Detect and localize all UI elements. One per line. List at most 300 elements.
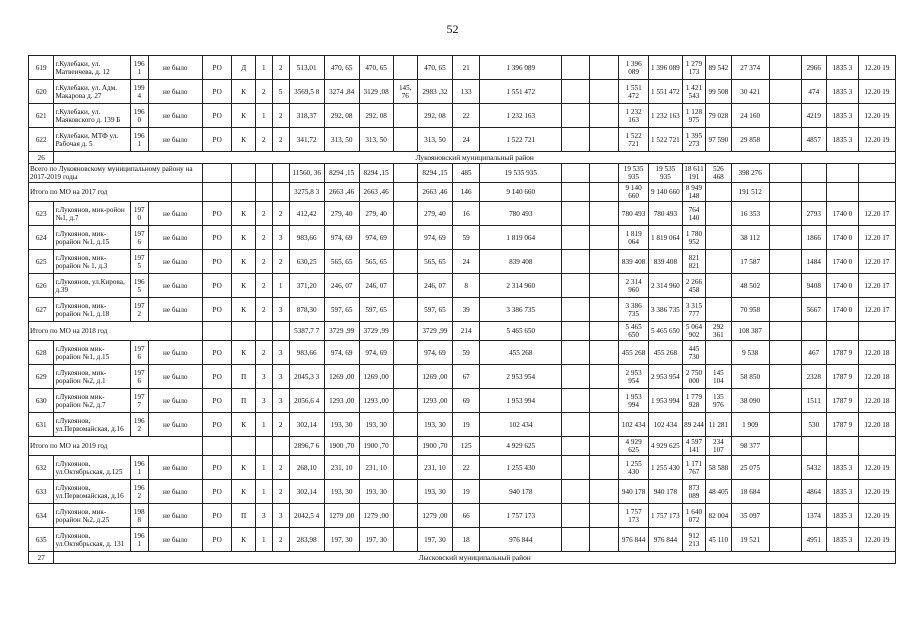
table-cell: К xyxy=(232,298,255,322)
table-cell: 48 405 xyxy=(706,480,731,504)
table-cell: 3 xyxy=(272,365,289,389)
table-cell: Всего по Лукояновскому муниципальному району на 2017-2019 годы xyxy=(29,164,203,183)
table-cell: 25 075 xyxy=(731,456,769,480)
table-cell: 5 064 902 xyxy=(682,322,705,341)
table-cell xyxy=(202,322,232,341)
table-cell: 1 421 543 xyxy=(682,80,705,104)
table-cell: 17 587 xyxy=(731,250,769,274)
table-cell: 19 535 935 xyxy=(648,164,682,183)
table-cell: не было xyxy=(148,480,202,504)
table-cell: 1279 ,00 xyxy=(359,504,393,528)
table-cell: 58 588 xyxy=(706,456,731,480)
table-cell: 839 408 xyxy=(648,250,682,274)
table-cell: 1 909 xyxy=(731,413,769,437)
table-cell: г.Лукоянов, ул.Первомайская, д.16 xyxy=(54,413,130,437)
table-cell: 22 xyxy=(452,104,480,128)
table-cell: 1 232 163 xyxy=(648,104,682,128)
table-cell xyxy=(826,322,858,341)
table-cell: г.Кулебаки, ул. Маяковского д. 139 Б xyxy=(54,104,130,128)
table-cell: 2045,3 3 xyxy=(289,365,324,389)
table-cell: 3 315 777 xyxy=(682,298,705,322)
table-cell: 8294 ,15 xyxy=(359,164,393,183)
table-cell xyxy=(562,202,590,226)
table-cell xyxy=(706,226,731,250)
table-cell: 1 779 928 xyxy=(682,389,705,413)
table-cell: 145, 76 xyxy=(393,80,417,104)
table-cell: 1 232 163 xyxy=(480,104,562,128)
table-cell: 624 xyxy=(29,226,54,250)
table-cell: 1 953 994 xyxy=(480,389,562,413)
section-row xyxy=(29,152,896,164)
table-cell: К xyxy=(232,456,255,480)
table-cell: 1279 ,00 xyxy=(417,504,452,528)
table-cell: 629 xyxy=(29,365,54,389)
table-cell: 11560, 36 xyxy=(289,164,324,183)
table-row xyxy=(29,413,896,437)
table-cell: 1269 ,00 xyxy=(359,365,393,389)
table-cell xyxy=(706,202,731,226)
subtotal-row xyxy=(29,322,896,341)
table-cell xyxy=(589,183,619,202)
table-cell: 313, 50 xyxy=(359,128,393,152)
table-cell: РО xyxy=(202,128,232,152)
table-cell: 398 276 xyxy=(731,164,769,183)
table-cell: 1835 3 xyxy=(826,456,858,480)
table-row xyxy=(29,274,896,298)
table-cell xyxy=(393,528,417,552)
table-cell: 27 374 xyxy=(731,56,769,80)
table-cell: 19 535 935 xyxy=(480,164,562,183)
table-cell: 231, 10 xyxy=(324,456,359,480)
table-cell: К xyxy=(232,480,255,504)
table-cell xyxy=(801,437,826,456)
table-cell: 1 522 721 xyxy=(648,128,682,152)
table-cell: 58 850 xyxy=(731,365,769,389)
table-row xyxy=(29,298,896,322)
table-cell: 193, 30 xyxy=(417,413,452,437)
table-cell: 16 353 xyxy=(731,202,769,226)
table-cell: 2 xyxy=(255,250,272,274)
table-cell: не было xyxy=(148,528,202,552)
table-row xyxy=(29,480,896,504)
table-cell: 1 396 089 xyxy=(648,56,682,80)
table-cell: 1 279 173 xyxy=(682,56,705,80)
table-cell: РО xyxy=(202,202,232,226)
table-cell: 974, 69 xyxy=(324,226,359,250)
table-cell: 283,98 xyxy=(289,528,324,552)
table-cell xyxy=(393,250,417,274)
table-cell xyxy=(393,389,417,413)
table-cell: 2663 ,46 xyxy=(417,183,452,202)
table-cell xyxy=(769,298,801,322)
table-cell: 1 551 472 xyxy=(648,80,682,104)
table-cell: Д xyxy=(232,56,255,80)
table-cell: 12.20 18 xyxy=(858,389,895,413)
table-cell: 197, 30 xyxy=(417,528,452,552)
table-cell xyxy=(589,80,619,104)
table-cell: 12.20 19 xyxy=(858,56,895,80)
table-cell xyxy=(562,183,590,202)
table-cell: П xyxy=(232,389,255,413)
table-cell: 24 160 xyxy=(731,104,769,128)
table-cell: 2663 ,46 xyxy=(324,183,359,202)
table-cell: 4 929 625 xyxy=(648,437,682,456)
table-cell: 628 xyxy=(29,341,54,365)
table-cell: 199 4 xyxy=(130,80,148,104)
table-cell: 625 xyxy=(29,250,54,274)
table-cell: 12.20 19 xyxy=(858,128,895,152)
table-cell: 780 493 xyxy=(619,202,649,226)
table-cell: 191 512 xyxy=(731,183,769,202)
table-cell: 1293 ,00 xyxy=(324,389,359,413)
table-cell: 631 xyxy=(29,413,54,437)
table-cell: 4864 xyxy=(801,480,826,504)
table-cell: 12.20 19 xyxy=(858,80,895,104)
table-cell: 89 244 xyxy=(682,413,705,437)
table-cell: 1 953 994 xyxy=(648,389,682,413)
table-cell: К xyxy=(232,274,255,298)
table-cell: 3 xyxy=(272,341,289,365)
table-cell xyxy=(255,183,272,202)
table-cell: 1 xyxy=(255,480,272,504)
table-cell xyxy=(562,528,590,552)
table-cell: г.Лукоянов, мик-рорайон №1, д.18 xyxy=(54,298,130,322)
table-cell: г.Кулебаки, ул. Матвеичева, д. 12 xyxy=(54,56,130,80)
table-cell: 597, 65 xyxy=(359,298,393,322)
table-cell: г.Кулебаки, ул. Адм. Макарова д. 27 xyxy=(54,80,130,104)
table-cell: 22 xyxy=(452,456,480,480)
table-cell xyxy=(562,128,590,152)
table-cell: 4219 xyxy=(801,104,826,128)
table-cell: РО xyxy=(202,480,232,504)
table-cell: 9 538 xyxy=(731,341,769,365)
table-cell: 1374 xyxy=(801,504,826,528)
table-cell: 196 1 xyxy=(130,456,148,480)
table-cell: 632 xyxy=(29,456,54,480)
table-cell: 234 107 xyxy=(706,437,731,456)
table-cell: 102 434 xyxy=(619,413,649,437)
table-cell xyxy=(202,437,232,456)
table-row xyxy=(29,389,896,413)
table-cell: не было xyxy=(148,128,202,152)
table-cell: 4 929 625 xyxy=(480,437,562,456)
table-cell: 2 314 960 xyxy=(648,274,682,298)
table-cell: 146 xyxy=(452,183,480,202)
table-cell: 467 xyxy=(801,341,826,365)
table-cell: 5 465 650 xyxy=(619,322,649,341)
table-cell xyxy=(202,183,232,202)
table-cell: не было xyxy=(148,80,202,104)
table-cell: 193, 30 xyxy=(359,480,393,504)
table-cell: К xyxy=(232,528,255,552)
table-cell: 412,42 xyxy=(289,202,324,226)
table-cell: 371,20 xyxy=(289,274,324,298)
table-cell: г.Лукоянов, мик-ройон №1, д.7 xyxy=(54,202,130,226)
table-cell xyxy=(858,183,895,202)
table-cell: 5 465 650 xyxy=(648,322,682,341)
table-cell: г.Лукоянов мик-рорайон №1, д.15 xyxy=(54,341,130,365)
table-cell: Итого по МО на 2018 год xyxy=(29,322,203,341)
table-cell: 12.20 18 xyxy=(858,413,895,437)
table-cell xyxy=(706,298,731,322)
table-cell: 18 611 191 xyxy=(684,165,704,181)
table-cell: 1 819 064 xyxy=(480,226,562,250)
table-cell: 1293 ,00 xyxy=(359,389,393,413)
table-cell: 11 281 xyxy=(706,413,731,437)
table-cell: 9 140 660 xyxy=(480,183,562,202)
table-cell: 279, 40 xyxy=(324,202,359,226)
table-row xyxy=(29,56,896,80)
table-cell: 12.20 17 xyxy=(858,226,895,250)
table-cell xyxy=(706,274,731,298)
table-cell: 197 6 xyxy=(130,341,148,365)
table-cell: 597, 65 xyxy=(324,298,359,322)
table-cell: 193, 30 xyxy=(359,413,393,437)
table-cell: г.Лукоянов, ул.Кирова, д.39 xyxy=(54,274,130,298)
table-cell: РО xyxy=(202,298,232,322)
table-cell xyxy=(202,164,232,183)
table-cell: 135 976 xyxy=(706,389,731,413)
table-row xyxy=(29,504,896,528)
table-cell: 89 542 xyxy=(706,56,731,80)
table-cell: К xyxy=(232,413,255,437)
table-cell: 3729 ,99 xyxy=(417,322,452,341)
table-cell: 821 821 xyxy=(682,250,705,274)
table-cell: 102 434 xyxy=(648,413,682,437)
table-cell: 940 178 xyxy=(648,480,682,504)
table-cell: 8294 ,15 xyxy=(324,164,359,183)
table-cell xyxy=(769,341,801,365)
table-cell: РО xyxy=(202,456,232,480)
table-cell: 622 xyxy=(29,128,54,152)
table-cell: 1 757 173 xyxy=(480,504,562,528)
table-cell: 1484 xyxy=(801,250,826,274)
table-cell xyxy=(769,80,801,104)
table-cell: г.Кулебаки, МТФ ул. Рабочая д. 5 xyxy=(54,128,130,152)
table-cell: 197 6 xyxy=(130,365,148,389)
table-cell xyxy=(769,480,801,504)
table-cell: 5387,7 7 xyxy=(289,322,324,341)
table-cell xyxy=(769,365,801,389)
table-cell: 455 268 xyxy=(480,341,562,365)
table-cell: 196 2 xyxy=(130,480,148,504)
table-cell: РО xyxy=(202,528,232,552)
table-cell: К xyxy=(232,128,255,152)
table-cell: 2 xyxy=(255,274,272,298)
table-cell: 1740 0 xyxy=(826,226,858,250)
table-cell: 26 xyxy=(29,152,54,164)
table-cell: 3 386 735 xyxy=(480,298,562,322)
table-cell: не было xyxy=(148,250,202,274)
table-cell: 1 551 472 xyxy=(619,80,649,104)
table-cell: 4 929 625 xyxy=(619,437,649,456)
table-row xyxy=(29,104,896,128)
table-cell: 1 396 089 xyxy=(619,56,649,80)
table-cell: 1 780 952 xyxy=(682,226,705,250)
table-cell xyxy=(589,341,619,365)
table-cell: 1269 ,00 xyxy=(417,365,452,389)
table-cell xyxy=(393,413,417,437)
table-cell: 2 xyxy=(255,128,272,152)
table-cell: 1 953 994 xyxy=(619,389,649,413)
table-cell xyxy=(232,322,255,341)
table-cell: 1835 3 xyxy=(826,104,858,128)
table-cell: 12.20 17 xyxy=(858,202,895,226)
table-cell: 626 xyxy=(29,274,54,298)
table-cell: РО xyxy=(202,80,232,104)
table-cell: 24 xyxy=(452,128,480,152)
table-cell xyxy=(706,341,731,365)
table-cell: 565, 65 xyxy=(359,250,393,274)
table-cell: 1740 0 xyxy=(826,298,858,322)
table-cell: 470, 65 xyxy=(417,56,452,80)
table-cell: 1 522 721 xyxy=(619,128,649,152)
table-cell: 470, 65 xyxy=(324,56,359,80)
table-cell xyxy=(562,164,590,183)
table-cell: 197 7 xyxy=(130,389,148,413)
table-cell: 2896,7 6 xyxy=(289,437,324,456)
table-cell: Лукояновский муниципальный район xyxy=(54,152,896,164)
table-cell: 3 xyxy=(255,365,272,389)
table-cell: г.Лукоянов мик-рорайон №2, д.7 xyxy=(54,389,130,413)
page-number: 52 xyxy=(446,22,459,36)
table-cell: 780 493 xyxy=(648,202,682,226)
table-cell: 1835 3 xyxy=(826,80,858,104)
table-cell xyxy=(562,456,590,480)
table-cell: 197 2 xyxy=(130,298,148,322)
table-cell: 1835 3 xyxy=(826,480,858,504)
table-cell: 9 140 660 xyxy=(648,183,682,202)
table-cell xyxy=(562,250,590,274)
table-cell: 445 730 xyxy=(682,341,705,365)
table-cell: 2 xyxy=(272,480,289,504)
table-cell: 1 xyxy=(272,274,289,298)
table-cell: 3 xyxy=(272,389,289,413)
table-cell: 313, 50 xyxy=(417,128,452,152)
table-cell: 292, 08 xyxy=(359,104,393,128)
table-cell: 5667 xyxy=(801,298,826,322)
table-cell xyxy=(562,504,590,528)
table-cell: 5 465 650 xyxy=(480,322,562,341)
table-cell: 69 xyxy=(452,389,480,413)
table-cell xyxy=(769,389,801,413)
table-cell: не было xyxy=(148,226,202,250)
table-row xyxy=(29,456,896,480)
table-cell: 45 110 xyxy=(706,528,731,552)
table-cell: 108 387 xyxy=(731,322,769,341)
table-cell xyxy=(589,413,619,437)
table-cell: Лысковский муниципальный район xyxy=(54,552,896,564)
table-cell xyxy=(393,202,417,226)
table-cell xyxy=(393,298,417,322)
table-cell xyxy=(562,413,590,437)
table-cell xyxy=(589,164,619,183)
table-cell: 873 089 xyxy=(682,480,705,504)
table-cell: 18 684 xyxy=(731,480,769,504)
table-cell: 3 386 735 xyxy=(648,298,682,322)
table-cell: 780 493 xyxy=(480,202,562,226)
table-cell: 940 178 xyxy=(480,480,562,504)
table-cell: г.Лукоянов, ул.Первомайская, д.16 xyxy=(54,480,130,504)
table-cell: 3 xyxy=(272,504,289,528)
table-cell: 1835 3 xyxy=(826,528,858,552)
table-cell: 983,66 xyxy=(289,341,324,365)
table-cell: 565, 65 xyxy=(417,250,452,274)
table-cell xyxy=(393,341,417,365)
table-cell xyxy=(393,322,417,341)
table-cell: 214 xyxy=(452,322,480,341)
table-cell: 231, 10 xyxy=(359,456,393,480)
table-cell: К xyxy=(232,226,255,250)
table-cell: 1740 0 xyxy=(826,202,858,226)
table-cell xyxy=(769,437,801,456)
table-cell: 12.20 17 xyxy=(858,298,895,322)
table-cell: 341,72 xyxy=(289,128,324,152)
table-cell: 976 844 xyxy=(648,528,682,552)
table-cell: 1 255 430 xyxy=(480,456,562,480)
table-cell: г.Лукоянов, мик-рорайон №2, д.1 xyxy=(54,365,130,389)
table-cell xyxy=(858,322,895,341)
table-cell: 193, 30 xyxy=(417,480,452,504)
table-cell: 1 551 472 xyxy=(480,80,562,104)
table-cell xyxy=(769,274,801,298)
subtotal-row xyxy=(29,183,896,202)
table-cell: 82 004 xyxy=(706,504,731,528)
table-cell: 983,66 xyxy=(289,226,324,250)
table-cell: РО xyxy=(202,56,232,80)
table-cell: 976 844 xyxy=(619,528,649,552)
table-cell: РО xyxy=(202,104,232,128)
table-cell: 2 266 458 xyxy=(682,274,705,298)
table-cell xyxy=(769,413,801,437)
table-cell xyxy=(255,437,272,456)
table-cell: 1 171 767 xyxy=(682,456,705,480)
table-cell: 1 128 975 xyxy=(682,104,705,128)
table-cell xyxy=(562,274,590,298)
table-cell: 3729 ,99 xyxy=(324,322,359,341)
table-cell: 5 xyxy=(272,80,289,104)
table-cell xyxy=(562,80,590,104)
table-cell: не было xyxy=(148,504,202,528)
table-cell: 2 953 954 xyxy=(648,365,682,389)
table-cell xyxy=(272,437,289,456)
table-cell xyxy=(562,480,590,504)
table-cell: РО xyxy=(202,274,232,298)
table-cell xyxy=(562,56,590,80)
table-cell: 12.20 18 xyxy=(858,341,895,365)
table-cell: 279, 40 xyxy=(359,202,393,226)
table-cell xyxy=(393,480,417,504)
table-cell: 196 1 xyxy=(130,128,148,152)
table-cell: 2 xyxy=(255,226,272,250)
table-cell: 231, 10 xyxy=(417,456,452,480)
table-cell: 1293 ,00 xyxy=(417,389,452,413)
table-cell: 635 xyxy=(29,528,54,552)
table-cell xyxy=(393,128,417,152)
table-cell: 627 xyxy=(29,298,54,322)
table-cell xyxy=(589,528,619,552)
table-cell: 125 xyxy=(452,437,480,456)
table-cell xyxy=(826,183,858,202)
table-cell: 2 xyxy=(272,202,289,226)
table-row xyxy=(29,128,896,152)
table-cell: 48 502 xyxy=(731,274,769,298)
table-cell xyxy=(589,480,619,504)
table-cell: 1900 ,70 xyxy=(324,437,359,456)
table-cell: 1 757 173 xyxy=(619,504,649,528)
table-cell xyxy=(589,226,619,250)
table-cell: 1279 ,00 xyxy=(324,504,359,528)
